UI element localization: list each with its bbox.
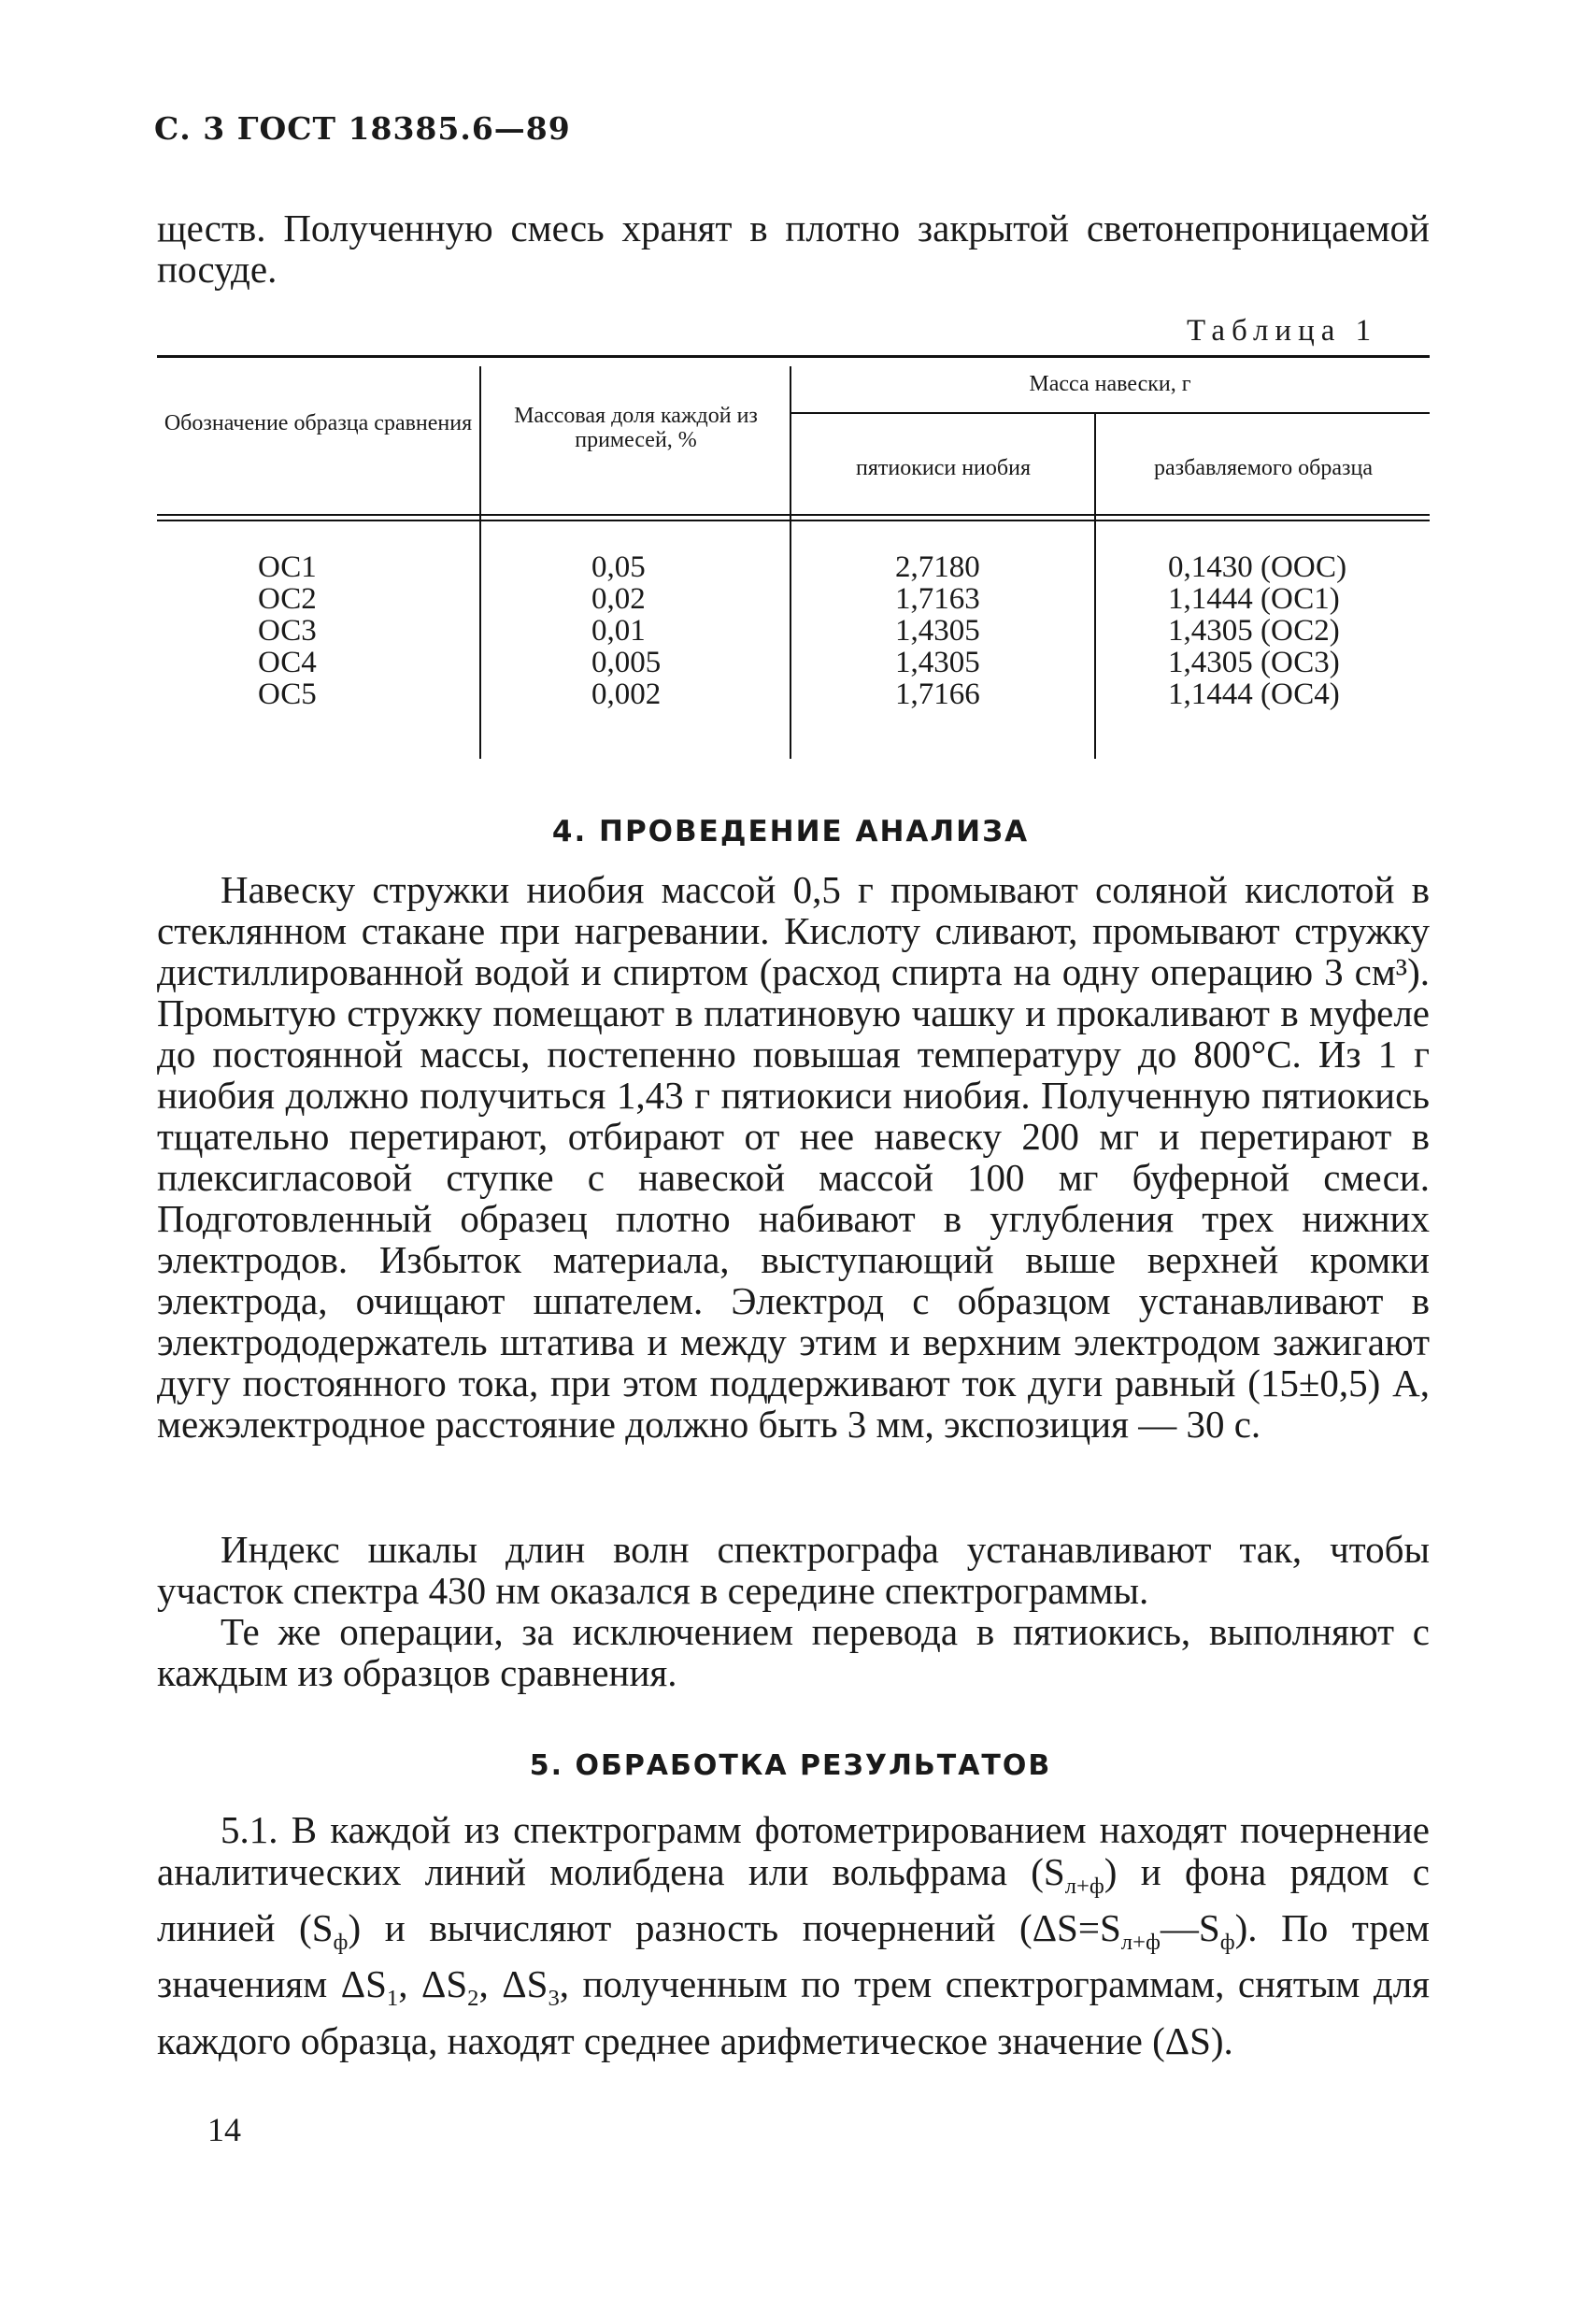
table-cell: ОС3 (258, 614, 317, 648)
table-cell: 0,1430 (ООС) (1168, 550, 1347, 584)
page-number: 14 (207, 2111, 241, 2148)
table-col-divider-2 (790, 366, 791, 759)
table-top-rule (157, 355, 1430, 358)
table-col-divider-3 (1094, 413, 1096, 759)
section-4-title: 4. ПРОВЕДЕНИЕ АНАЛИЗА (551, 815, 1030, 848)
intro-paragraph: ществ. Полученную смесь хранят в плотно закрытой светонепроницаемой посуде. (157, 207, 1430, 291)
group-header-rule (790, 412, 1430, 414)
table-cell: 1,1444 (ОС4) (1168, 677, 1340, 711)
table-cell: ОС2 (258, 582, 317, 616)
table-cell: 0,005 (591, 646, 662, 679)
col-diluted (1168, 551, 1420, 710)
section-5-paragraph-1: 5.1. В каждой из спектрограмм фотометрированием находят почернение аналитических линий молибдена или вольфрама $(S_{л+ф})$ и фона рядом с линией $(S_ф)$ и вычисляют разность почернений $(\Delta S=S_{л+ф}—S_ф)$. По трем значениям $\Delta S_1$, $\Delta S_2$, $\Delta S_3$, полученным по трем спектрограммам, снятым для каждого образца, находят среднее арифметическое значение (ΔS). (157, 1808, 1431, 2062)
table-cell: 0,01 (591, 614, 646, 648)
table-cell: 0,02 (591, 582, 646, 616)
section-4-paragraph-1: Навеску стружки ниобия массой 0,5 г промывают соляной кислотой в стеклянном стакане при нагревании. Кислоту сливают, промывают стружку дистиллированной водой и спиртом (расход спирта на одну операцию 3 см³). Промытую стружку помещают в платиновую чашку и прокаливают в муфеле до постоянной массы, постепенно повышая температуру до 800°С. Из 1 г ниобия должно получиться 1,43 г пятиокиси ниобия. Полученную пятиокись тщательно перетирают, отбирают от нее навеску 200 мг и перетирают в плексигласовой ступке с навеской массой 100 мг буферной смеси. Подготовленный образец плотно набивают в углубления трех нижних электродов. Избыток материала, выступающий выше верхней кромки электрода, очищают шпателем. Электрод с образцом устанавливают в электрододержатель штатива и между этим и верхним электродом зажигают дугу постоянного тока, при этом поддерживают ток дуги равный (15±0,5) А, межэлектродное расстояние должно быть 3 мм, экспозиция — 30 с. (157, 868, 1430, 1446)
data-table (157, 355, 1430, 766)
section-4-paragraph-2: Индекс шкалы длин волн спектрографа устанавливают так, чтобы участок спектра 430 нм оказался в середине спектрограммы. (157, 1528, 1430, 1612)
table-col-divider-1 (479, 366, 481, 759)
col-header-niobium: пятиокиси ниобия (856, 456, 1031, 480)
table-cell: 0,002 (591, 677, 662, 711)
header-bottom-rule-2 (157, 520, 1430, 521)
table-cell: 2,7180 (895, 550, 980, 584)
col-header-diluted: разбавляемого образца (1154, 456, 1373, 480)
table-cell: ОС5 (258, 677, 317, 711)
table-cell: 1,4305 (ОС2) (1168, 614, 1340, 648)
table-caption: Таблица 1 (1187, 314, 1378, 348)
col-niobium (895, 551, 1054, 710)
table-cell: 1,7166 (895, 677, 980, 711)
col-header-fraction: Массовая доля каждой из примесей, % (514, 404, 758, 452)
section-4-paragraph-3: Те же операции, за исключением перевода в пятиокись, выполняют с каждым из образцов сравнения. (157, 1610, 1430, 1694)
table-cell: 1,4305 (895, 646, 980, 679)
col-header-mass-group: Масса навески, г (1029, 372, 1191, 396)
page-header: С. 3 ГОСТ 18385.6—89 (154, 110, 571, 147)
table-cell: 1,1444 (ОС1) (1168, 582, 1340, 616)
table-cell: ОС4 (258, 646, 317, 679)
table-cell: 0,05 (591, 550, 646, 584)
table-cell: 1,4305 (895, 614, 980, 648)
table-cell: 1,4305 (ОС3) (1168, 646, 1340, 679)
table-cell: ОС1 (258, 550, 317, 584)
section-5-title: 5. ОБРАБОТКА РЕЗУЛЬТАТОВ (529, 1749, 1052, 1782)
col-header-sample: Обозначение образца сравнения (164, 411, 473, 435)
table-cell: 1,7163 (895, 582, 980, 616)
col-fraction (591, 551, 732, 710)
header-bottom-rule (157, 514, 1430, 516)
col-sample (258, 551, 398, 710)
